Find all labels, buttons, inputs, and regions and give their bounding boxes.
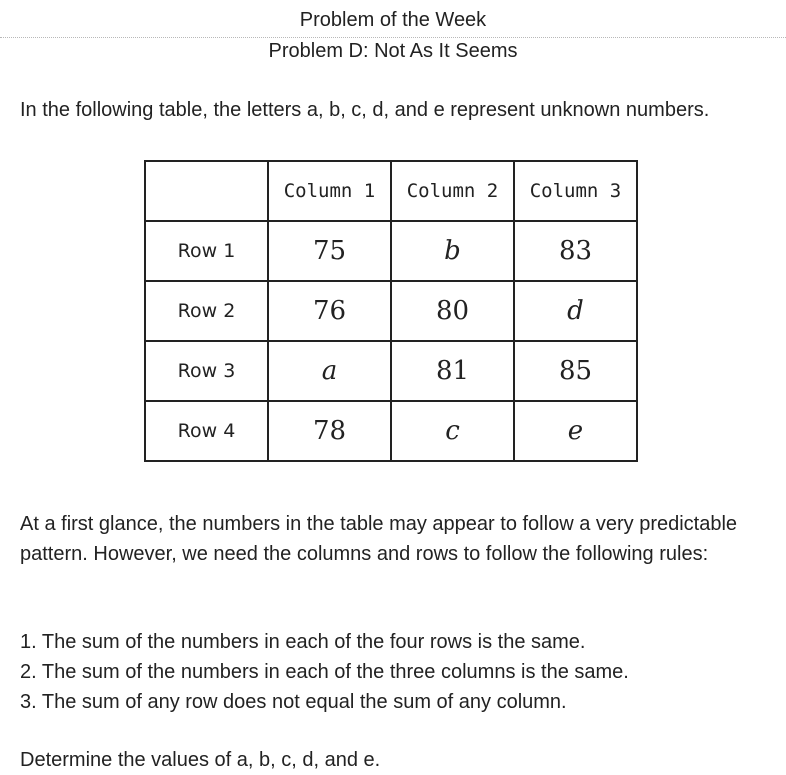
table-cell: 85: [514, 341, 637, 401]
column-header: Column 3: [514, 161, 637, 221]
table-row: [145, 281, 637, 341]
list-item: 3. The sum of any row does not equal the sum of any column.: [20, 691, 567, 713]
table-cell: 83: [514, 221, 637, 281]
table-cell: 80: [391, 281, 514, 341]
page-title: Problem of the Week: [299, 9, 487, 31]
table-cell: e: [514, 401, 637, 461]
intro-paragraph: In the following table, the letters a, b, c, d, and e represent unknown numbers.: [20, 99, 710, 121]
table-cell: 81: [391, 341, 514, 401]
table-cell: b: [391, 221, 514, 281]
rules-list: [20, 627, 629, 717]
list-item: 1. The sum of the numbers in each of the four rows is the same.: [20, 631, 586, 653]
table-cell: a: [268, 341, 391, 401]
table-cell: 75: [268, 221, 391, 281]
header-divider: [0, 37, 786, 38]
page-subtitle: Problem D: Not As It Seems: [268, 40, 518, 62]
table-corner-cell: [145, 161, 268, 221]
table-cell: 76: [268, 281, 391, 341]
values-table: [144, 160, 638, 462]
table-row: [145, 341, 637, 401]
row-header: Row 2: [145, 281, 268, 341]
table-cell: d: [514, 281, 637, 341]
row-header: Row 4: [145, 401, 268, 461]
table-cell: 78: [268, 401, 391, 461]
table-cell: c: [391, 401, 514, 461]
column-header: Column 1: [268, 161, 391, 221]
row-header: Row 1: [145, 221, 268, 281]
table-row: [145, 401, 637, 461]
table-row: [145, 221, 637, 281]
row-header: Row 3: [145, 341, 268, 401]
question-paragraph: Determine the values of a, b, c, d, and e.: [20, 749, 381, 771]
pattern-paragraph: At a first glance, the numbers in the table may appear to follow a very predictable pattern. However, we need the columns and rows to follow the following rules:: [20, 513, 738, 565]
column-header: Column 2: [391, 161, 514, 221]
list-item: 2. The sum of the numbers in each of the three columns is the same.: [20, 661, 629, 683]
table-header-row: [145, 161, 637, 221]
